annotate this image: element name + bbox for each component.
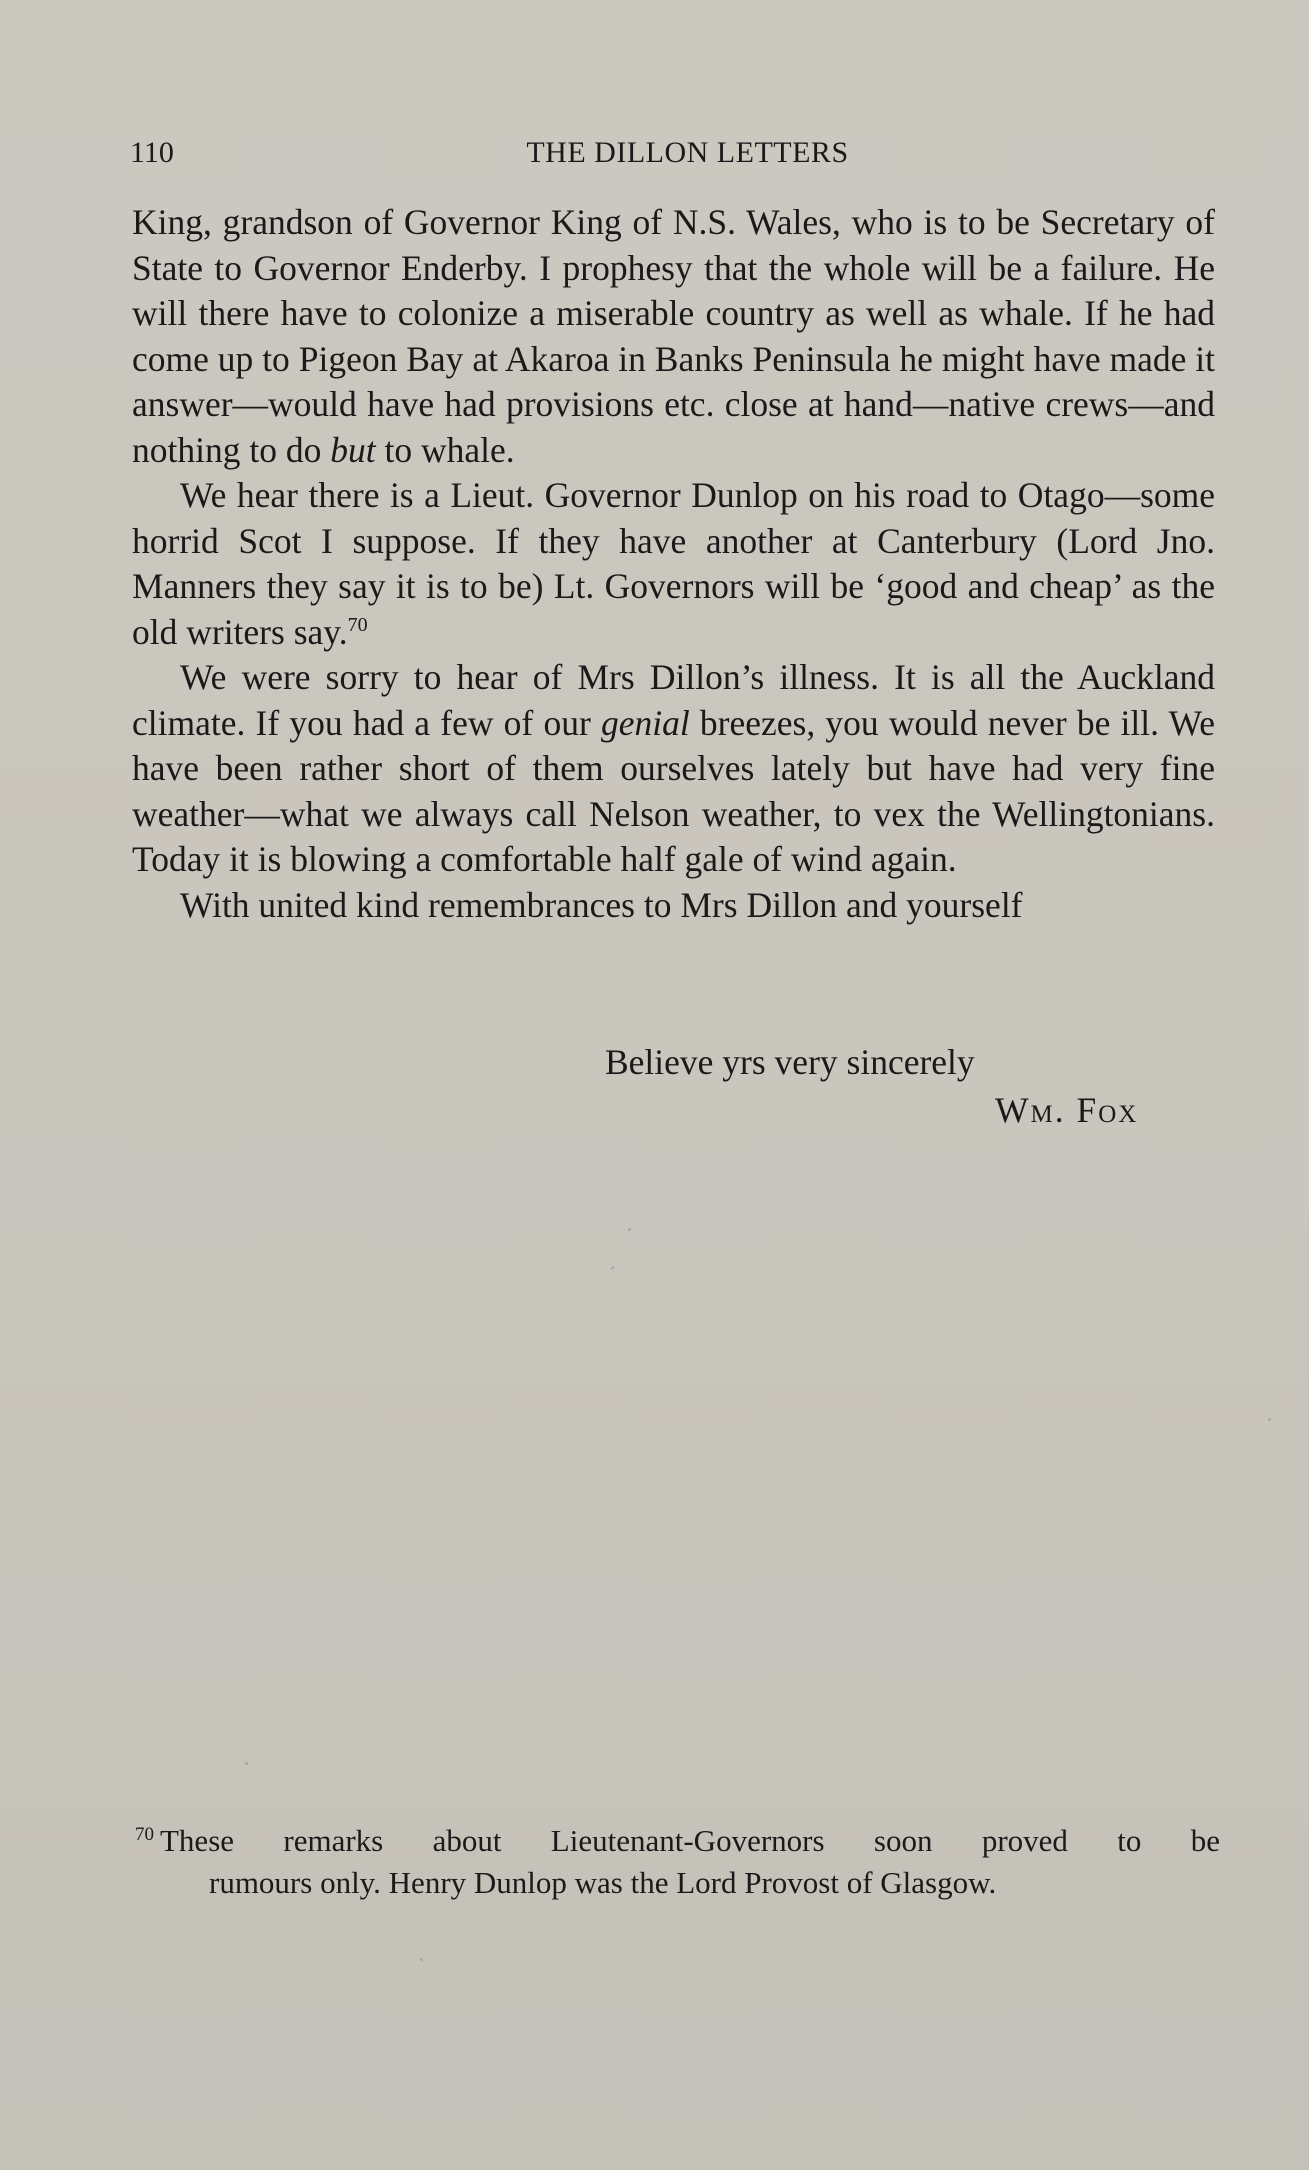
running-head <box>130 136 1215 176</box>
paragraph-3-text: We were sorry to hear of Mrs Dillon’s illness. It is all the Auckland climate. If you had a few of our <box>132 657 1215 743</box>
paper-speck <box>245 1762 248 1765</box>
footnote-line-1 <box>135 1820 1220 1862</box>
footnote-text-1: These remarks about Lieutenant-Governors soon proved to be <box>160 1823 1220 1858</box>
page-number: 110 <box>130 136 174 169</box>
footnote-marker: 70 <box>135 1823 154 1845</box>
footnote <box>135 1820 1220 1904</box>
paragraph-1-text: King, grandson of Governor King of N.S. Wales, who is to be Secretary of State to Governor Enderby. I prophesy that the whole will be a failure. He will there have to colonize a miserable country as well as whale. If he had come up to Pigeon Bay at Akaroa in Banks Peninsula he might have made it answer—would have had provisions etc. close at hand—native crews—and nothing to do <box>132 202 1215 470</box>
letter-signature: Wm. Fox <box>995 1090 1139 1130</box>
footnote-line-2: rumours only. Henry Dunlop was the Lord Provost of Glasgow. <box>209 1865 997 1900</box>
footnote-reference[interactable]: 70 <box>347 613 368 636</box>
paragraph-1 <box>132 200 1215 473</box>
paragraph-4: With united kind remembrances to Mrs Dillon and yourself <box>180 884 1023 925</box>
paragraph-3 <box>132 655 1215 883</box>
paragraph-2 <box>132 473 1215 655</box>
paper-speck <box>610 1266 615 1271</box>
letter-body <box>132 200 1215 928</box>
paper-speck <box>1268 1418 1271 1421</box>
paragraph-3-emphasis: genial <box>600 702 690 743</box>
paper-speck <box>420 1958 423 1961</box>
letter-closing: Believe yrs very sincerely <box>605 1042 975 1082</box>
paragraph-3-end: breezes, you would never be ill. We have been rather short of them ourselves lately but have had very fine weather—what we always call Nelson weather, to vex the Wellingtonians. Today it is blowing a comfortable half gale of wind again. <box>132 702 1215 879</box>
paragraph-1-end: to whale. <box>375 429 515 470</box>
paragraph-2-text: We hear there is a Lieut. Governor Dunlop on his road to Otago—some horrid Scot I suppose. If they have another at Canterbury (Lord Jno. Manners they say it is to be) Lt. Governors will be ‘good and cheap’ as the old writers say. <box>132 475 1215 652</box>
running-title: THE DILLON LETTERS <box>526 136 849 169</box>
paragraph-1-emphasis: but <box>330 429 376 470</box>
paper-speck <box>628 1228 631 1231</box>
